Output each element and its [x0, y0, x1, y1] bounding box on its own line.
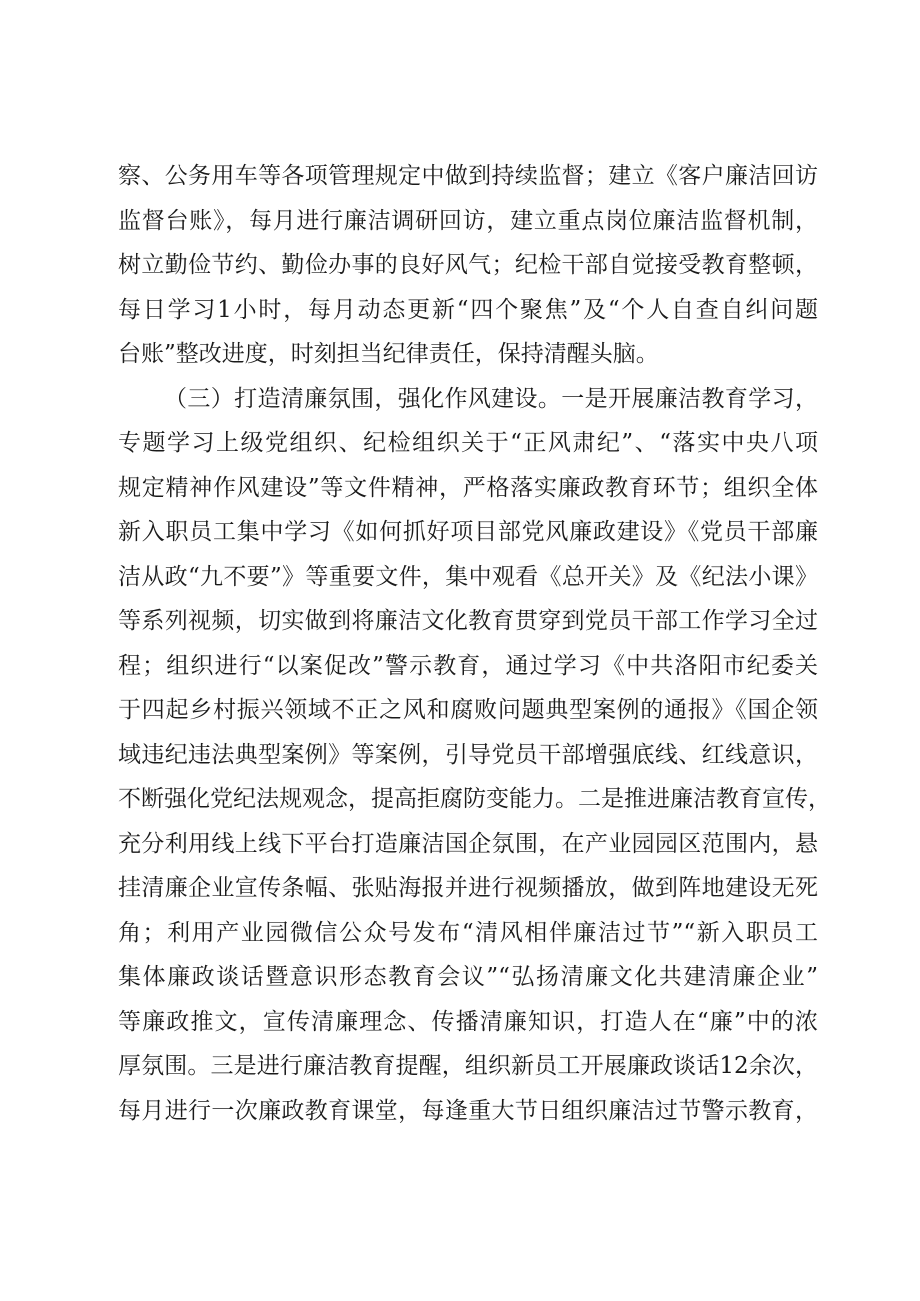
text-line: 等廉政推文，宣传清廉理念、传播清廉知识，打造人在“廉”中的浓 [118, 1008, 818, 1035]
text-line: 不断强化党纪法规观念，提高拒腐防变能力。二是推进廉洁教育宣传， [118, 786, 831, 812]
text-line: 厚氛围。三是进行廉洁教育提醒，组织新员工开展廉政谈话12余次， [118, 1053, 818, 1079]
text-line: 域违纪违法典型案例》等案例，引导党员干部增强底线、红线意识， [118, 741, 818, 768]
text-line: 角；利用产业园微信公众号发布“清风相伴廉洁过节”“新入职员工 [118, 919, 818, 946]
text-line: 新入职员工集中学习《如何抓好项目部党风廉政建设》《党员干部廉 [118, 519, 818, 545]
text-line: 每日学习1小时，每月动态更新“四个聚焦”及“个人自查自纠问题 [118, 296, 818, 323]
text-line: 规定精神作风建设”等文件精神，严格落实廉政教育环节；组织全体 [118, 474, 818, 501]
text-line: 程；组织进行“以案促改”警示教育，通过学习《中共洛阳市纪委关 [118, 652, 818, 679]
text-line: 于四起乡村振兴领域不正之风和腐败问题典型案例的通报》《国企领 [118, 697, 818, 723]
text-line: 台账”整改进度，时刻担当纪律责任，保持清醒头脑。 [118, 341, 659, 367]
section-heading-line: （三）打造清廉氛围，强化作风建设。一是开展廉洁教育学习， [164, 385, 818, 412]
text-line: 每月进行一次廉政教育课堂，每逢重大节日组织廉洁过节警示教育， [118, 1097, 818, 1124]
text-line: 树立勤俭节约、勤俭办事的良好风气；纪检干部自觉接受教育整顿， [118, 252, 818, 278]
text-line: 洁从政“九不要”》等重要文件，集中观看《总开关》及《纪法小课》 [118, 563, 818, 590]
text-line: 充分利用线上线下平台打造廉洁国企氛围，在产业园园区范围内，悬 [118, 830, 818, 857]
text-line: 专题学习上级党组织、纪检组织关于“正风肃纪”、“落实中央八项 [118, 430, 818, 456]
text-line: 察、公务用车等各项管理规定中做到持续监督；建立《客户廉洁回访 [118, 163, 818, 189]
text-line: 监督台账》，每月进行廉洁调研回访，建立重点岗位廉洁监督机制， [118, 207, 818, 234]
text-line: 集体廉政谈话暨意识形态教育会议”“弘扬清廉文化共建清廉企业” [118, 964, 818, 990]
text-line: 等系列视频，切实做到将廉洁文化教育贯穿到党员干部工作学习全过 [118, 608, 818, 634]
text-line: 挂清廉企业宣传条幅、张贴海报并进行视频播放，做到阵地建设无死 [118, 875, 818, 901]
body-text [118, 154, 831, 1133]
